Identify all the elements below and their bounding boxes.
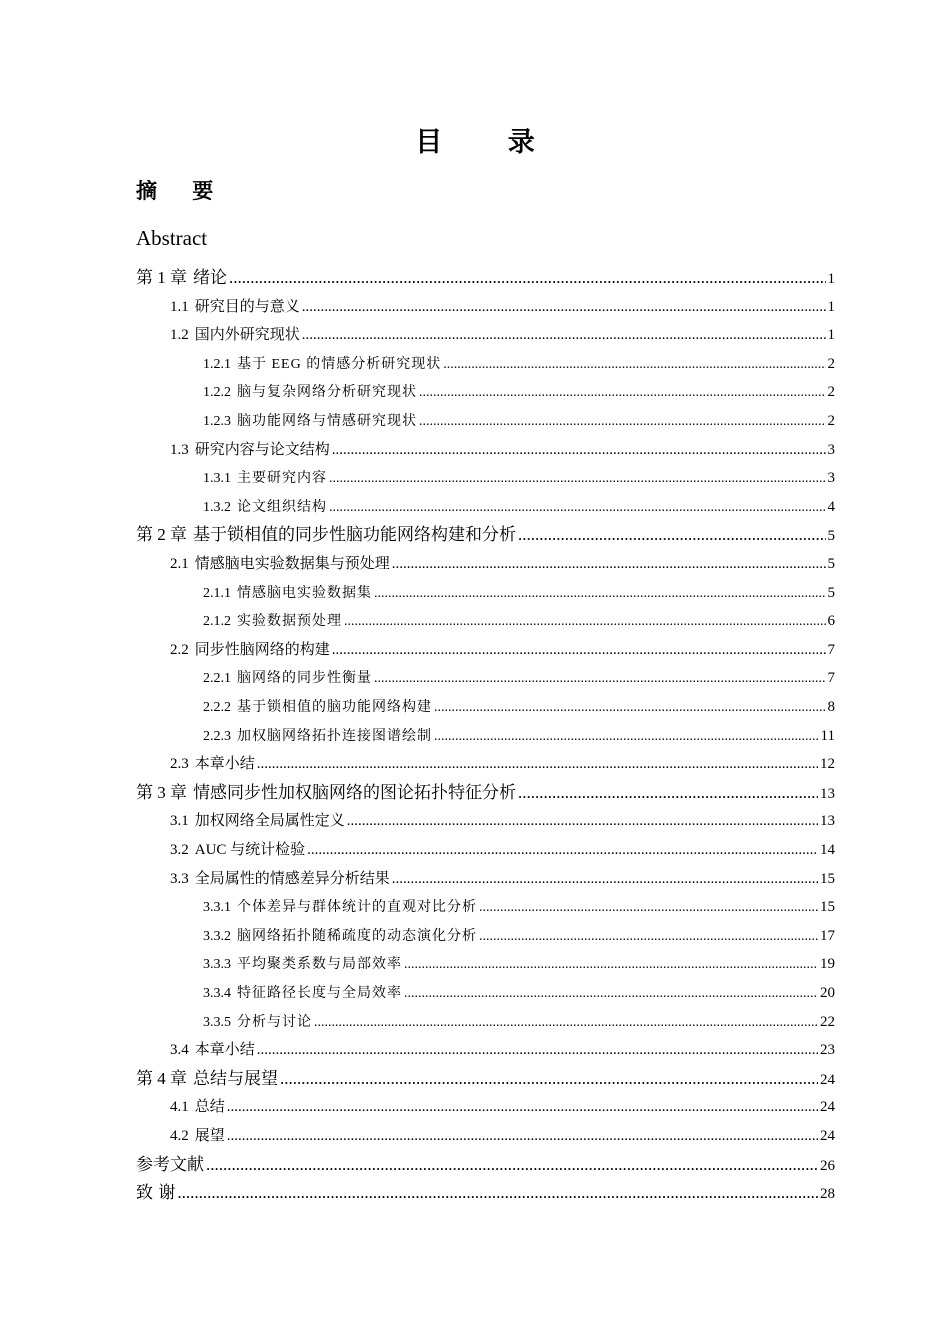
toc-dot-leader	[302, 293, 826, 321]
toc-dot-leader	[374, 580, 826, 608]
toc-entry-number: 3.3	[170, 870, 189, 887]
toc-entry-number: 3.3.1	[203, 900, 231, 916]
toc-dot-leader	[404, 951, 818, 979]
toc-entry[interactable]	[203, 378, 835, 406]
toc-entry[interactable]	[136, 1179, 835, 1207]
toc-entry-number: 第 2 章	[136, 525, 187, 545]
toc-entry-title: 分析与讨论	[237, 1014, 312, 1030]
toc-entry-page: 11	[820, 727, 835, 744]
toc-entry-page: 7	[827, 641, 835, 658]
toc-entry[interactable]	[170, 750, 835, 778]
toc-entry-number: 3.3.3	[203, 957, 231, 973]
toc-entry-page: 28	[820, 1186, 835, 1203]
toc-entry-title: 脑网络拓扑随稀疏度的动态演化分析	[237, 928, 477, 944]
toc-entry[interactable]	[170, 321, 835, 349]
toc-dot-leader	[518, 521, 826, 549]
toc-entry[interactable]	[203, 893, 835, 921]
toc-entry-page: 3	[827, 441, 835, 458]
toc-entry-page: 22	[820, 1013, 835, 1030]
toc-entry-title: 论文组织结构	[237, 499, 327, 515]
toc-dot-leader	[302, 321, 826, 349]
toc-entry-number: 1.3.1	[203, 471, 231, 487]
toc-entry-page: 24	[820, 1071, 835, 1088]
toc-entry[interactable]	[170, 1122, 835, 1150]
toc-entry-title: 情感同步性加权脑网络的图论拓扑特征分析	[193, 782, 516, 803]
toc-entry-number: 2.3	[170, 756, 189, 773]
toc-entry-number: 4.2	[170, 1128, 189, 1144]
toc-dot-leader	[280, 1065, 818, 1093]
toc-entry-page: 20	[820, 985, 835, 1001]
toc-entry-number: 1.2.1	[203, 356, 231, 372]
toc-dot-leader	[227, 1093, 818, 1121]
toc-dot-leader	[392, 550, 826, 578]
toc-entry-number: 3.3.2	[203, 928, 231, 944]
toc-entry[interactable]	[203, 1008, 835, 1036]
toc-entry-page: 15	[820, 899, 835, 916]
toc-entry[interactable]	[170, 436, 835, 464]
toc-dot-leader	[329, 494, 826, 522]
toc-entry-number: 3.3.5	[203, 1014, 231, 1030]
toc-entry-number: 1.3	[170, 441, 189, 458]
toc-dot-leader	[374, 665, 826, 693]
toc-entry-title: 基于锁相值的脑功能网络构建	[237, 700, 432, 715]
toc-entry[interactable]	[203, 693, 835, 721]
toc-entry-page: 1	[827, 327, 835, 344]
toc-dot-leader	[177, 1179, 818, 1207]
toc-entry-title: 总结	[194, 1099, 225, 1116]
toc-entry-page: 1	[827, 271, 835, 287]
toc-entry[interactable]	[170, 1093, 835, 1121]
toc-dot-leader	[404, 980, 818, 1008]
toc-dot-leader	[443, 351, 825, 379]
toc-dot-leader	[257, 750, 818, 778]
toc-entry[interactable]	[203, 722, 835, 750]
toc-entry-page: 15	[820, 870, 835, 887]
toc-dot-leader	[329, 465, 826, 493]
toc-entry-page: 5	[827, 584, 835, 601]
toc-dot-leader	[314, 1009, 818, 1037]
toc-entry-title: 基于 EEG 的情感分析研究现状	[237, 356, 442, 372]
toc-dot-leader	[479, 894, 818, 922]
toc-entry-page: 8	[827, 699, 835, 715]
toc-entry-number: 第 4 章	[136, 1068, 187, 1088]
toc-entry-page: 5	[827, 528, 835, 545]
toc-entry-page: 19	[820, 956, 835, 973]
toc-entry-number: 1.2.2	[203, 385, 231, 401]
toc-entry[interactable]	[136, 264, 835, 292]
toc-entry[interactable]	[136, 1151, 835, 1179]
toc-entry-number: 3.4	[170, 1042, 189, 1059]
toc-entry[interactable]	[203, 579, 835, 607]
toc-entry[interactable]	[170, 836, 835, 864]
toc-entry-title: 基于锁相值的同步性脑功能网络构建和分析	[193, 525, 516, 546]
toc-entry-page: 5	[827, 556, 835, 572]
toc-entry[interactable]	[203, 407, 835, 435]
toc-entry-number: 4.1	[170, 1099, 189, 1116]
toc-entry-page: 23	[820, 1042, 835, 1059]
toc-entry-title: 个体差异与群体统计的直观对比分析	[237, 900, 477, 916]
toc-abstract-en[interactable]: Abstract	[136, 226, 208, 250]
toc-entry-number: 2.1.1	[203, 585, 231, 601]
page-title: 目 录	[415, 127, 563, 158]
toc-entry-number: 1.2.3	[203, 414, 231, 429]
toc-dot-leader	[229, 264, 826, 292]
toc-entry-title: 本章小结	[194, 1042, 255, 1059]
toc-entry-title: 情感脑电实验数据集与预处理	[194, 556, 390, 572]
toc-dot-leader	[479, 923, 818, 951]
toc-dot-leader	[332, 636, 826, 664]
toc-entry-title: 展望	[194, 1128, 225, 1144]
toc-entry[interactable]	[170, 807, 835, 835]
toc-entry[interactable]	[170, 550, 835, 578]
toc-dot-leader	[227, 1122, 818, 1150]
toc-entry[interactable]	[170, 1036, 835, 1064]
toc-entry-title: 研究目的与意义	[194, 298, 300, 315]
toc-dot-leader	[518, 779, 818, 807]
toc-entry-number: 2.2.1	[203, 671, 231, 687]
toc-entry-title: 研究内容与论文结构	[194, 441, 330, 458]
toc-entry-number: 1.2	[170, 327, 189, 344]
toc-dot-leader	[307, 836, 818, 864]
toc-entry-title: 致 谢	[136, 1183, 176, 1204]
toc-entry-page: 7	[827, 670, 835, 687]
toc-entry-number: 第 3 章	[136, 782, 187, 802]
toc-entry-title: 本章小结	[194, 756, 255, 773]
toc-entry-number: 3.1	[170, 813, 189, 830]
toc-dot-leader	[419, 408, 826, 436]
toc-entry-number: 3.3.4	[203, 986, 231, 1001]
toc-entry-page: 2	[827, 355, 835, 372]
toc-entry-number: 3.2	[170, 842, 189, 858]
toc-entry[interactable]	[203, 464, 835, 492]
toc-entry-title: 加权脑网络拓扑连接图谱绘制	[237, 728, 432, 744]
toc-dot-leader	[206, 1151, 818, 1179]
toc-entry-number: 2.2.2	[203, 700, 231, 715]
toc-entry-page: 6	[827, 613, 835, 630]
toc-entry-title: 情感脑电实验数据集	[237, 585, 372, 601]
toc-dot-leader	[434, 723, 819, 751]
toc-entry-number: 2.1.2	[203, 614, 231, 630]
toc-entry-number: 2.2.3	[203, 728, 231, 744]
toc-entry-page: 24	[820, 1099, 835, 1116]
toc-entry[interactable]	[203, 664, 835, 692]
toc-entry[interactable]	[170, 636, 835, 664]
toc-entry[interactable]	[136, 521, 835, 549]
toc-entry-page: 26	[820, 1157, 835, 1174]
toc-entry[interactable]	[203, 979, 835, 1007]
toc-entry-page: 13	[820, 813, 835, 830]
toc-entry-page: 1	[827, 298, 835, 315]
toc-entry-title: 脑功能网络与情感研究现状	[237, 414, 417, 429]
toc-dot-leader	[434, 694, 826, 722]
toc-entry-page: 24	[820, 1128, 835, 1144]
toc-entry-title: 脑与复杂网络分析研究现状	[237, 385, 417, 401]
toc-entry[interactable]	[203, 350, 835, 378]
toc-entry-number: 2.2	[170, 641, 189, 658]
toc-entry-title: 全局属性的情感差异分析结果	[194, 870, 390, 887]
toc-entry[interactable]	[170, 865, 835, 893]
toc-entry-number: 2.1	[170, 556, 189, 572]
toc-dot-leader	[347, 807, 818, 835]
toc-entry-number: 1.3.2	[203, 499, 231, 515]
toc-entry-page: 13	[820, 785, 835, 802]
toc-dot-leader	[344, 608, 826, 636]
toc-entry-number: 第 1 章	[136, 268, 187, 287]
toc-entry-title: 主要研究内容	[237, 471, 327, 487]
toc-entry-page: 2	[827, 413, 835, 429]
toc-entry-title: 平均聚类系数与局部效率	[237, 957, 402, 973]
toc-entry-page: 2	[827, 384, 835, 401]
toc-entry-title: 加权网络全局属性定义	[194, 813, 345, 830]
toc-entry-page: 12	[820, 756, 835, 773]
toc-entry-page: 17	[820, 927, 835, 944]
toc-entry-title: 实验数据预处理	[237, 614, 342, 630]
toc-entry-title: 特征路径长度与全局效率	[237, 986, 402, 1001]
toc-entry-title: 参考文献	[136, 1154, 204, 1175]
toc-entry-number: 1.1	[170, 298, 189, 315]
toc-entry[interactable]	[170, 293, 835, 321]
toc-entry[interactable]	[203, 950, 835, 978]
toc-entry[interactable]	[203, 607, 835, 635]
toc-entry[interactable]	[136, 779, 835, 807]
toc-entry-page: 14	[820, 842, 835, 858]
toc-entry-title: 总结与展望	[193, 1068, 278, 1089]
toc-entry[interactable]	[136, 1065, 835, 1093]
toc-entry-title: 同步性脑网络的构建	[194, 641, 330, 658]
toc-dot-leader	[257, 1036, 818, 1064]
toc-entry-title: AUC 与统计检验	[194, 842, 306, 858]
toc-entry-title: 脑网络的同步性衡量	[237, 671, 372, 687]
toc-entry-title: 国内外研究现状	[194, 327, 300, 344]
toc-entry-title: 绪论	[193, 268, 227, 288]
toc-entry[interactable]	[203, 493, 835, 521]
toc-dot-leader	[392, 865, 818, 893]
toc-abstract-zh[interactable]: 摘 要	[136, 179, 228, 203]
toc-entry[interactable]	[203, 922, 835, 950]
toc-dot-leader	[332, 436, 826, 464]
toc-entry-page: 3	[827, 470, 835, 487]
toc-entry-page: 4	[827, 498, 835, 515]
toc-dot-leader	[419, 379, 826, 407]
